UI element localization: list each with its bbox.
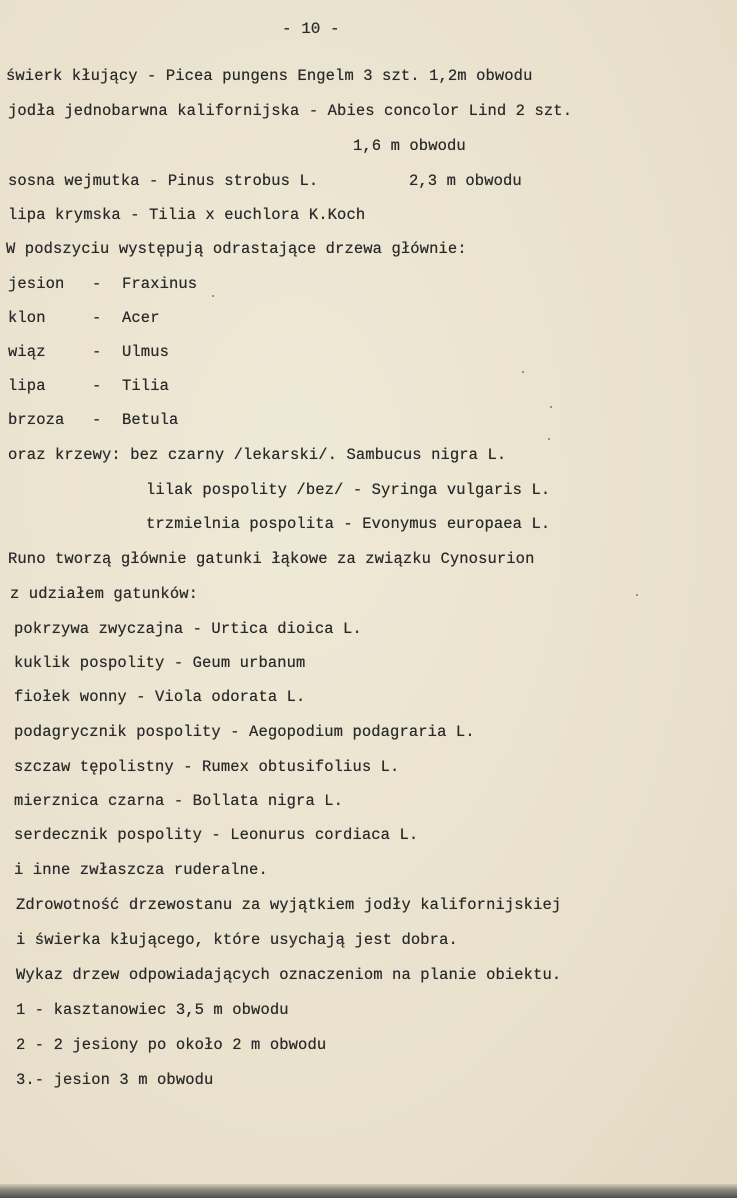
text-line: z udziałem gatunków:	[10, 585, 199, 603]
text-line: oraz krzewy: bez czarny /lekarski/. Sambucus nigra L.	[8, 446, 507, 464]
text-line: szczaw tępolistny - Rumex obtusifolius L.	[14, 758, 400, 776]
text-line: sosna wejmutka - Pinus strobus L.	[8, 172, 319, 190]
text-line: Betula	[122, 411, 179, 429]
text-line: fiołek wonny - Viola odorata L.	[14, 688, 306, 706]
text-line: -	[92, 343, 102, 361]
text-line: jodła jednobarwna kalifornijska - Abies concolor Lind 2 szt.	[8, 102, 573, 120]
text-line: Zdrowotność drzewostanu za wyjątkiem jodły kalifornijskiej	[16, 896, 562, 914]
text-line: Wykaz drzew odpowiadających oznaczeniom na planie obiektu.	[16, 966, 562, 984]
text-line: mierznica czarna - Bollata nigra L.	[14, 792, 344, 810]
text-line: kuklik pospolity - Geum urbanum	[14, 654, 306, 672]
text-line: serdecznik pospolity - Leonurus cordiaca L.	[14, 826, 419, 844]
text-line: 1,6 m obwodu	[353, 137, 466, 155]
text-line: i świerka kłującego, które usychają jest dobra.	[16, 931, 458, 949]
text-line: 1 - kasztanowiec 3,5 m obwodu	[16, 1001, 289, 1019]
text-line: 3.- jesion 3 m obwodu	[16, 1071, 214, 1089]
text-line: lipa krymska - Tilia x euchlora K.Koch	[8, 206, 366, 224]
text-line: -	[92, 411, 102, 429]
text-line: 2,3 m obwodu	[409, 172, 522, 190]
text-line: Fraxinus	[122, 275, 198, 293]
text-line: wiąz	[8, 343, 46, 361]
text-line: Acer	[122, 309, 160, 327]
text-line: brzoza	[8, 411, 65, 429]
paper-speck	[550, 406, 552, 408]
text-line: Runo tworzą głównie gatunki łąkowe za związku Cynosurion	[8, 550, 535, 568]
text-line: lipa	[8, 377, 46, 395]
text-line: W podszyciu występują odrastające drzewa głównie:	[6, 240, 467, 258]
paper-speck	[212, 295, 214, 297]
text-line: i inne zwłaszcza ruderalne.	[14, 861, 268, 879]
text-line: Ulmus	[122, 343, 170, 361]
text-line: pokrzywa zwyczajna - Urtica dioica L.	[14, 620, 362, 638]
text-line: 2 - 2 jesiony po około 2 m obwodu	[16, 1036, 327, 1054]
text-line: trzmielnia pospolita - Evonymus europaea L.	[146, 515, 551, 533]
text-line: lilak pospolity /bez/ - Syringa vulgaris L.	[146, 481, 551, 499]
text-line: klon	[8, 309, 46, 327]
page-number: - 10 -	[282, 20, 340, 38]
text-line: świerk kłujący - Picea pungens Engelm 3 szt. 1,2m obwodu	[6, 67, 533, 85]
text-line: Tilia	[122, 377, 170, 395]
paper-speck	[636, 594, 638, 596]
paper-speck	[548, 438, 550, 440]
text-line: -	[92, 275, 102, 293]
text-line: -	[92, 309, 102, 327]
page-bottom-edge	[0, 1184, 737, 1198]
paper-speck	[522, 371, 524, 373]
text-line: jesion	[8, 275, 65, 293]
text-line: podagrycznik pospolity - Aegopodium podagraria L.	[14, 723, 475, 741]
text-line: -	[92, 377, 102, 395]
